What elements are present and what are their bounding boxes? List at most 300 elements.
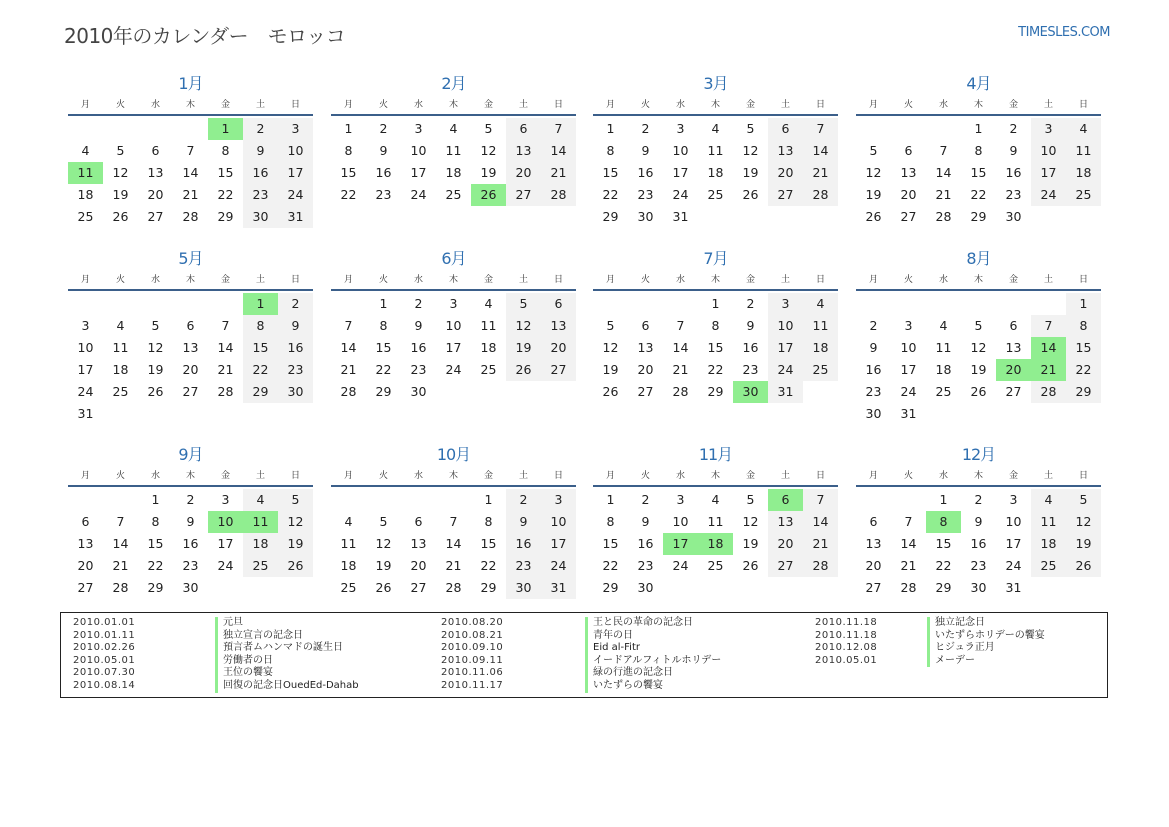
day-cell: 29 <box>147 580 164 595</box>
day-cell: 13 <box>1005 340 1022 355</box>
empty-cell <box>926 293 961 315</box>
holiday-date: 2010.12.08 <box>815 642 878 654</box>
day-cell: 23 <box>182 558 199 573</box>
day-cell: 3 <box>449 296 458 311</box>
holiday-date: 2010.07.30 <box>73 667 136 679</box>
month-4 <box>856 72 1101 228</box>
day-cell: 4 <box>81 143 90 158</box>
weekday-label: 水 <box>675 100 685 110</box>
weekday-header <box>68 96 313 116</box>
day-cell: 8 <box>221 143 230 158</box>
empty-cell <box>103 489 138 511</box>
weekday-label: 水 <box>150 100 160 110</box>
day-cell: 10 <box>768 315 803 337</box>
day-cell: 6 <box>904 143 913 158</box>
day-cell: 14 <box>182 165 199 180</box>
day-cell: 9 <box>746 318 755 333</box>
day-cell: 15 <box>1066 337 1101 359</box>
day-cell: 21 <box>935 187 952 202</box>
holiday-date: 2010.11.18 <box>815 617 878 628</box>
day-cell: 24 <box>672 558 689 573</box>
empty-cell <box>68 489 103 511</box>
empty-cell <box>926 118 961 140</box>
day-grid <box>68 293 313 425</box>
empty-cell <box>173 293 208 315</box>
day-grid <box>856 118 1101 228</box>
day-cell: 3 <box>1009 492 1018 507</box>
day-cell: 1 <box>484 492 493 507</box>
day-cell: 21 <box>803 162 838 184</box>
day-cell: 19 <box>147 362 164 377</box>
day-cell: 9 <box>379 143 388 158</box>
day-cell: 25 <box>707 187 724 202</box>
day-grid <box>331 293 576 403</box>
day-cell: 29 <box>375 384 392 399</box>
day-cell: 21 <box>112 558 129 573</box>
day-cell: 21 <box>672 362 689 377</box>
holiday-row <box>73 642 359 655</box>
day-cell: 28 <box>1031 381 1066 403</box>
day-cell: 13 <box>900 165 917 180</box>
day-cell: 27 <box>768 184 803 206</box>
day-cell: 7 <box>186 143 195 158</box>
holiday-date: 2010.11.18 <box>815 629 878 641</box>
day-cell: 6 <box>506 118 541 140</box>
weekday-label: 水 <box>413 471 423 481</box>
month-title: 3月 <box>703 74 728 93</box>
day-cell: 23 <box>970 558 987 573</box>
day-cell: 19 <box>865 187 882 202</box>
day-cell: 14 <box>217 340 234 355</box>
weekday-label: 木 <box>448 275 458 285</box>
weekday-header <box>856 271 1101 291</box>
day-cell: 14 <box>935 165 952 180</box>
day-cell: 23 <box>637 187 654 202</box>
day-cell: 27 <box>147 209 164 224</box>
day-cell: 27 <box>541 359 576 381</box>
holiday-date: 2010.09.10 <box>441 642 504 654</box>
weekday-label: 木 <box>448 100 458 110</box>
weekday-label: 木 <box>710 100 720 110</box>
day-cell: 7 <box>904 514 913 529</box>
day-cell: 16 <box>970 536 987 551</box>
weekday-label: 火 <box>378 275 388 285</box>
day-cell: 12 <box>970 340 987 355</box>
day-cell: 9 <box>186 514 195 529</box>
holiday-cell: 11 <box>68 162 103 184</box>
weekday-label: 土 <box>1043 100 1053 110</box>
day-cell: 3 <box>904 318 913 333</box>
weekday-label: 木 <box>185 275 195 285</box>
holiday-row <box>441 630 721 643</box>
day-cell: 24 <box>1031 184 1066 206</box>
day-cell: 18 <box>340 558 357 573</box>
weekday-header <box>331 96 576 116</box>
day-cell: 16 <box>1005 165 1022 180</box>
day-cell: 26 <box>112 209 129 224</box>
day-cell: 26 <box>278 555 313 577</box>
day-cell: 14 <box>112 536 129 551</box>
holiday-cell: 8 <box>926 511 961 533</box>
holiday-name: 預言者ムハンマドの誕生日 <box>215 642 343 655</box>
day-cell: 19 <box>742 536 759 551</box>
weekday-label: 月 <box>868 275 878 285</box>
weekday-label: 金 <box>483 275 493 285</box>
day-cell: 1 <box>974 121 983 136</box>
day-cell: 27 <box>768 555 803 577</box>
day-cell: 24 <box>1005 558 1022 573</box>
day-cell: 13 <box>865 536 882 551</box>
day-cell: 18 <box>243 533 278 555</box>
empty-cell <box>663 293 698 315</box>
day-cell: 24 <box>768 359 803 381</box>
day-cell: 12 <box>602 340 619 355</box>
weekday-label: 土 <box>780 100 790 110</box>
day-cell: 20 <box>900 187 917 202</box>
day-cell: 9 <box>1009 143 1018 158</box>
day-cell: 11 <box>1066 140 1101 162</box>
day-cell: 4 <box>711 492 720 507</box>
day-cell: 16 <box>278 337 313 359</box>
day-cell: 3 <box>541 489 576 511</box>
month-title: 11月 <box>698 445 733 464</box>
day-cell: 9 <box>641 514 650 529</box>
holiday-row <box>73 680 359 693</box>
day-cell: 22 <box>602 558 619 573</box>
day-cell: 11 <box>112 340 129 355</box>
day-cell: 2 <box>641 492 650 507</box>
empty-cell <box>103 118 138 140</box>
day-cell: 5 <box>379 514 388 529</box>
weekday-label: 木 <box>185 471 195 481</box>
holiday-row <box>441 642 721 655</box>
day-cell: 18 <box>1066 162 1101 184</box>
site-link[interactable]: TIMESLES.COM <box>1018 25 1110 40</box>
day-cell: 2 <box>379 121 388 136</box>
weekday-label: 土 <box>1043 275 1053 285</box>
day-cell: 26 <box>375 580 392 595</box>
weekday-label: 日 <box>290 471 300 481</box>
day-cell: 17 <box>445 340 462 355</box>
holiday-name: ヒジュラ正月 <box>927 642 995 655</box>
day-cell: 20 <box>506 162 541 184</box>
day-cell: 17 <box>217 536 234 551</box>
day-cell: 27 <box>637 384 654 399</box>
weekday-label: 火 <box>640 100 650 110</box>
holiday-date: 2010.11.17 <box>441 679 504 691</box>
day-cell: 18 <box>480 340 497 355</box>
day-cell: 24 <box>217 558 234 573</box>
day-cell: 1 <box>711 296 720 311</box>
day-cell: 25 <box>480 362 497 377</box>
holiday-row <box>815 655 1045 668</box>
day-cell: 15 <box>340 165 357 180</box>
month-title: 7月 <box>703 249 728 268</box>
day-cell: 20 <box>865 558 882 573</box>
holiday-name: いたずらホリデーの饗宴 <box>927 630 1045 643</box>
month-3 <box>593 72 838 228</box>
weekday-label: 火 <box>903 275 913 285</box>
weekday-label: 月 <box>605 471 615 481</box>
weekday-header <box>331 467 576 487</box>
day-cell: 30 <box>278 381 313 403</box>
day-cell: 5 <box>869 143 878 158</box>
day-cell: 13 <box>768 140 803 162</box>
month-9 <box>68 443 313 599</box>
empty-cell <box>593 293 628 315</box>
day-cell: 10 <box>445 318 462 333</box>
day-cell: 5 <box>1066 489 1101 511</box>
holiday-name: いたずらの饗宴 <box>585 680 663 693</box>
day-cell: 19 <box>742 165 759 180</box>
day-cell: 31 <box>278 206 313 228</box>
day-cell: 9 <box>414 318 423 333</box>
day-cell: 8 <box>484 514 493 529</box>
day-cell: 12 <box>865 165 882 180</box>
day-cell: 28 <box>900 580 917 595</box>
day-cell: 17 <box>278 162 313 184</box>
weekday-label: 日 <box>1078 471 1088 481</box>
day-cell: 3 <box>768 293 803 315</box>
weekday-label: 火 <box>640 275 650 285</box>
day-cell: 30 <box>637 209 654 224</box>
day-cell: 2 <box>641 121 650 136</box>
day-cell: 15 <box>480 536 497 551</box>
day-cell: 19 <box>480 165 497 180</box>
day-cell: 5 <box>506 293 541 315</box>
page-title: 2010年のカレンダー モロッコ <box>64 24 346 48</box>
holiday-name: 青年の日 <box>585 630 633 643</box>
day-cell: 29 <box>602 580 619 595</box>
day-cell: 17 <box>768 337 803 359</box>
day-cell: 9 <box>974 514 983 529</box>
weekday-label: 木 <box>710 275 720 285</box>
weekday-label: 月 <box>343 275 353 285</box>
holiday-row <box>73 667 359 680</box>
day-cell: 28 <box>541 184 576 206</box>
day-cell: 4 <box>803 293 838 315</box>
day-cell: 7 <box>1031 315 1066 337</box>
day-cell: 7 <box>939 143 948 158</box>
day-cell: 16 <box>410 340 427 355</box>
holiday-name: 独立記念日 <box>927 617 985 630</box>
day-cell: 8 <box>711 318 720 333</box>
day-cell: 6 <box>1009 318 1018 333</box>
day-cell: 28 <box>803 184 838 206</box>
day-cell: 31 <box>900 406 917 421</box>
day-cell: 13 <box>77 536 94 551</box>
day-cell: 12 <box>742 143 759 158</box>
empty-cell <box>856 118 891 140</box>
day-cell: 10 <box>1005 514 1022 529</box>
day-cell: 10 <box>672 143 689 158</box>
day-cell: 21 <box>900 558 917 573</box>
weekday-label: 金 <box>745 275 755 285</box>
day-cell: 29 <box>970 209 987 224</box>
day-cell: 30 <box>410 384 427 399</box>
empty-cell <box>891 118 926 140</box>
day-cell: 20 <box>637 362 654 377</box>
holiday-name: 回復の記念日OuedEd-Dahab <box>215 680 359 693</box>
weekday-label: 月 <box>343 471 353 481</box>
day-cell: 30 <box>506 577 541 599</box>
day-cell: 28 <box>445 580 462 595</box>
day-cell: 4 <box>116 318 125 333</box>
day-cell: 25 <box>445 187 462 202</box>
day-cell: 20 <box>541 337 576 359</box>
day-cell: 28 <box>112 580 129 595</box>
day-cell: 1 <box>1066 293 1101 315</box>
day-cell: 9 <box>243 140 278 162</box>
day-cell: 31 <box>1005 580 1022 595</box>
day-cell: 10 <box>672 514 689 529</box>
day-cell: 24 <box>278 184 313 206</box>
holiday-cell: 11 <box>243 511 278 533</box>
day-grid <box>68 118 313 228</box>
day-cell: 21 <box>803 533 838 555</box>
holiday-name: 王と民の革命の記念日 <box>585 617 693 630</box>
day-cell: 19 <box>602 362 619 377</box>
day-cell: 5 <box>484 121 493 136</box>
day-cell: 28 <box>672 384 689 399</box>
day-cell: 29 <box>935 580 952 595</box>
day-grid <box>856 293 1101 425</box>
holiday-row <box>441 667 721 680</box>
month-title: 9月 <box>178 445 203 464</box>
day-cell: 14 <box>803 140 838 162</box>
weekday-label: 日 <box>1078 100 1088 110</box>
day-cell: 9 <box>278 315 313 337</box>
day-cell: 4 <box>1066 118 1101 140</box>
weekday-label: 木 <box>973 471 983 481</box>
day-cell: 13 <box>410 536 427 551</box>
holiday-name: メーデー <box>927 655 975 668</box>
day-cell: 8 <box>606 514 615 529</box>
month-title: 8月 <box>966 249 991 268</box>
holiday-cell: 1 <box>208 118 243 140</box>
holiday-name: 元旦 <box>215 617 243 630</box>
holiday-legend <box>60 612 1108 698</box>
day-cell: 28 <box>803 555 838 577</box>
day-cell: 6 <box>869 514 878 529</box>
day-cell: 25 <box>1066 184 1101 206</box>
day-cell: 1 <box>379 296 388 311</box>
day-cell: 3 <box>676 492 685 507</box>
empty-cell <box>1031 293 1066 315</box>
weekday-label: 木 <box>973 275 983 285</box>
empty-cell <box>68 118 103 140</box>
day-cell: 7 <box>344 318 353 333</box>
day-cell: 3 <box>81 318 90 333</box>
empty-cell <box>436 489 471 511</box>
day-cell: 7 <box>803 118 838 140</box>
weekday-label: 金 <box>483 471 493 481</box>
day-cell: 16 <box>506 533 541 555</box>
day-cell: 29 <box>243 381 278 403</box>
day-cell: 1 <box>151 492 160 507</box>
day-cell: 3 <box>676 121 685 136</box>
day-cell: 12 <box>278 511 313 533</box>
weekday-label: 火 <box>378 100 388 110</box>
weekday-label: 金 <box>1008 100 1018 110</box>
day-cell: 30 <box>970 580 987 595</box>
holiday-row <box>441 617 721 630</box>
day-cell: 15 <box>243 337 278 359</box>
holiday-column-1 <box>73 617 359 693</box>
day-cell: 16 <box>375 165 392 180</box>
day-cell: 20 <box>147 187 164 202</box>
holiday-cell: 1 <box>243 293 278 315</box>
empty-cell <box>891 293 926 315</box>
day-cell: 20 <box>410 558 427 573</box>
day-cell: 31 <box>77 406 94 421</box>
day-cell: 24 <box>77 384 94 399</box>
day-cell: 6 <box>414 514 423 529</box>
month-1 <box>68 72 313 228</box>
day-cell: 19 <box>112 187 129 202</box>
day-cell: 24 <box>410 187 427 202</box>
day-cell: 18 <box>803 337 838 359</box>
weekday-label: 金 <box>483 100 493 110</box>
day-cell: 1 <box>606 492 615 507</box>
day-cell: 23 <box>278 359 313 381</box>
day-cell: 11 <box>935 340 952 355</box>
month-6 <box>331 247 576 403</box>
holiday-date: 2010.02.26 <box>73 642 136 654</box>
day-cell: 2 <box>243 118 278 140</box>
weekday-label: 日 <box>553 471 563 481</box>
day-cell: 7 <box>676 318 685 333</box>
holiday-cell: 20 <box>996 359 1031 381</box>
weekday-label: 土 <box>518 100 528 110</box>
empty-cell <box>138 118 173 140</box>
day-cell: 22 <box>217 187 234 202</box>
weekday-label: 金 <box>745 100 755 110</box>
weekday-label: 水 <box>413 275 423 285</box>
day-cell: 2 <box>414 296 423 311</box>
day-cell: 15 <box>935 536 952 551</box>
weekday-label: 日 <box>553 275 563 285</box>
day-cell: 12 <box>147 340 164 355</box>
day-cell: 5 <box>974 318 983 333</box>
day-cell: 4 <box>449 121 458 136</box>
day-cell: 19 <box>278 533 313 555</box>
day-cell: 29 <box>707 384 724 399</box>
holiday-cell: 30 <box>733 381 768 403</box>
month-title: 4月 <box>966 74 991 93</box>
day-cell: 17 <box>672 165 689 180</box>
day-cell: 5 <box>116 143 125 158</box>
day-cell: 30 <box>1005 209 1022 224</box>
day-cell: 14 <box>803 511 838 533</box>
day-cell: 21 <box>182 187 199 202</box>
day-cell: 11 <box>1031 511 1066 533</box>
day-cell: 15 <box>602 536 619 551</box>
weekday-header <box>856 467 1101 487</box>
day-cell: 17 <box>1031 162 1066 184</box>
day-cell: 12 <box>375 536 392 551</box>
day-grid <box>68 489 313 599</box>
day-cell: 22 <box>1066 359 1101 381</box>
weekday-label: 土 <box>255 471 265 481</box>
day-cell: 27 <box>410 580 427 595</box>
month-5 <box>68 247 313 425</box>
day-cell: 7 <box>221 318 230 333</box>
day-cell: 25 <box>77 209 94 224</box>
day-cell: 11 <box>803 315 838 337</box>
day-cell: 16 <box>865 362 882 377</box>
day-cell: 29 <box>480 580 497 595</box>
